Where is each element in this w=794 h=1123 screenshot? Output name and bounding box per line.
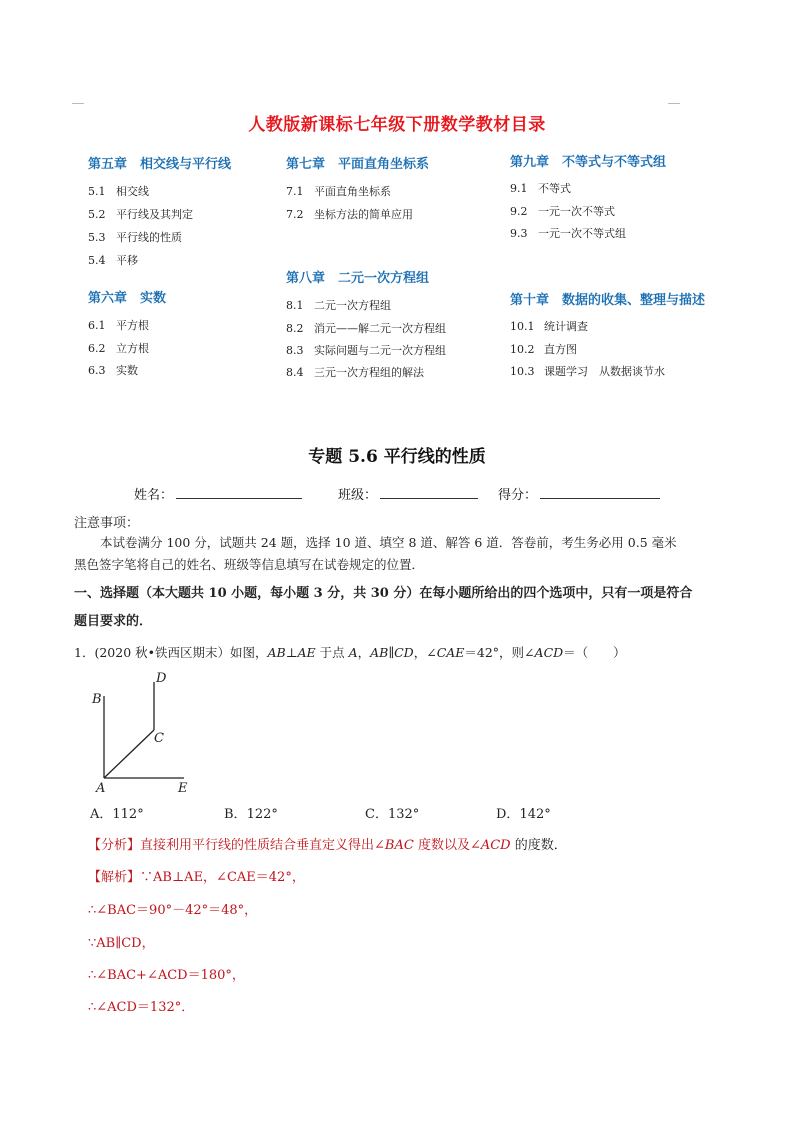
question-1-figure bbox=[88, 668, 198, 796]
section-heading-line-1: 一、选择题（本大题共 10 小题，每小题 3 分，共 30 分）在每小题所给出的四个选项中，只有一项是符合 bbox=[74, 586, 693, 601]
option-c[interactable]: C．132° bbox=[365, 807, 420, 822]
toc-section: 5.4 平移 bbox=[88, 254, 138, 267]
toc-section: 8.1 二元一次方程组 bbox=[286, 299, 391, 312]
toc-section: 6.2 立方根 bbox=[88, 342, 149, 355]
label-e: E bbox=[178, 781, 188, 796]
chapter-8-title: 第八章 二元一次方程组 bbox=[286, 271, 430, 286]
section-heading-line-2: 题目要求的． bbox=[74, 614, 153, 629]
question-1-stem: 1．(2020 秋•铁西区期末）如图，AB⊥AE 于点 A，AB∥CD，∠CAE＝42°，则∠ACD＝（ ） bbox=[74, 645, 626, 660]
notice-line-1: 本试卷满分 100 分，试题共 24 题，选择 10 道、填空 8 道、解答 6 道．答卷前，考生务必用 0.5 毫米 bbox=[100, 535, 677, 550]
chapter-5-title: 第五章 相交线与平行线 bbox=[88, 157, 232, 172]
toc-section: 7.1 平面直角坐标系 bbox=[286, 185, 391, 198]
score-blank[interactable] bbox=[540, 498, 660, 499]
solution-line-5: ∴∠ACD＝132°． bbox=[88, 1000, 195, 1015]
topic-title: 专题 5.6 平行线的性质 bbox=[308, 447, 486, 467]
chapter-9-title: 第九章 不等式与不等式组 bbox=[510, 155, 667, 170]
toc-section: 6.3 实数 bbox=[88, 364, 138, 377]
label-d: D bbox=[156, 671, 167, 686]
chapter-10-title: 第十章 数据的收集、整理与描述 bbox=[510, 293, 706, 308]
toc-section: 9.2 一元一次不等式 bbox=[510, 205, 615, 218]
option-a[interactable]: A．112° bbox=[90, 807, 144, 822]
solution-line-1: 【解析】∵AB⊥AE，∠CAE＝42°， bbox=[88, 870, 305, 885]
label-c: C bbox=[154, 731, 164, 746]
page-corner-mark bbox=[72, 103, 84, 104]
toc-section: 5.2 平行线及其判定 bbox=[88, 208, 193, 221]
label-b: B bbox=[92, 692, 102, 707]
notice-heading: 注意事项： bbox=[74, 516, 140, 531]
name-label: 姓名： bbox=[134, 488, 174, 503]
notice-line-2: 黑色签字笔将自己的姓名、班级等信息填写在试卷规定的位置． bbox=[74, 557, 425, 572]
score-label: 得分： bbox=[498, 488, 538, 503]
name-blank[interactable] bbox=[176, 498, 302, 499]
solution-line-4: ∴∠BAC+∠ACD＝180°， bbox=[88, 968, 245, 983]
toc-section: 10.1 统计调查 bbox=[510, 320, 588, 333]
option-d[interactable]: D．142° bbox=[496, 807, 551, 822]
toc-section: 8.2 消元——解二元一次方程组 bbox=[286, 322, 446, 335]
analysis-line: 【分析】直接利用平行线的性质结合垂直定义得出∠BAC 度数以及∠ACD 的度数． bbox=[88, 838, 567, 853]
toc-section: 9.3 一元一次不等式组 bbox=[510, 227, 626, 240]
option-b[interactable]: B．122° bbox=[224, 807, 278, 822]
class-blank[interactable] bbox=[380, 498, 478, 499]
toc-section: 5.1 相交线 bbox=[88, 185, 149, 198]
label-a: A bbox=[96, 781, 106, 796]
toc-section: 7.2 坐标方法的简单应用 bbox=[286, 208, 413, 221]
solution-line-2: ∴∠BAC＝90°－42°＝48°， bbox=[88, 903, 258, 918]
solution-line-3: ∵AB∥CD， bbox=[88, 936, 155, 951]
toc-title: 人教版新课标七年级下册数学教材目录 bbox=[248, 115, 546, 135]
toc-section: 9.1 不等式 bbox=[510, 182, 571, 195]
toc-section: 8.4 三元一次方程组的解法 bbox=[286, 366, 424, 379]
page-corner-mark bbox=[668, 103, 680, 104]
toc-section: 5.3 平行线的性质 bbox=[88, 231, 182, 244]
toc-section: 10.2 直方图 bbox=[510, 343, 577, 356]
segment-ac bbox=[104, 730, 154, 778]
toc-section: 8.3 实际问题与二元一次方程组 bbox=[286, 344, 446, 357]
toc-section: 10.3 课题学习 从数据谈节水 bbox=[510, 365, 665, 378]
chapter-7-title: 第七章 平面直角坐标系 bbox=[286, 157, 430, 172]
toc-section: 6.1 平方根 bbox=[88, 319, 149, 332]
class-label: 班级： bbox=[338, 488, 378, 503]
chapter-6-title: 第六章 实数 bbox=[88, 291, 167, 306]
